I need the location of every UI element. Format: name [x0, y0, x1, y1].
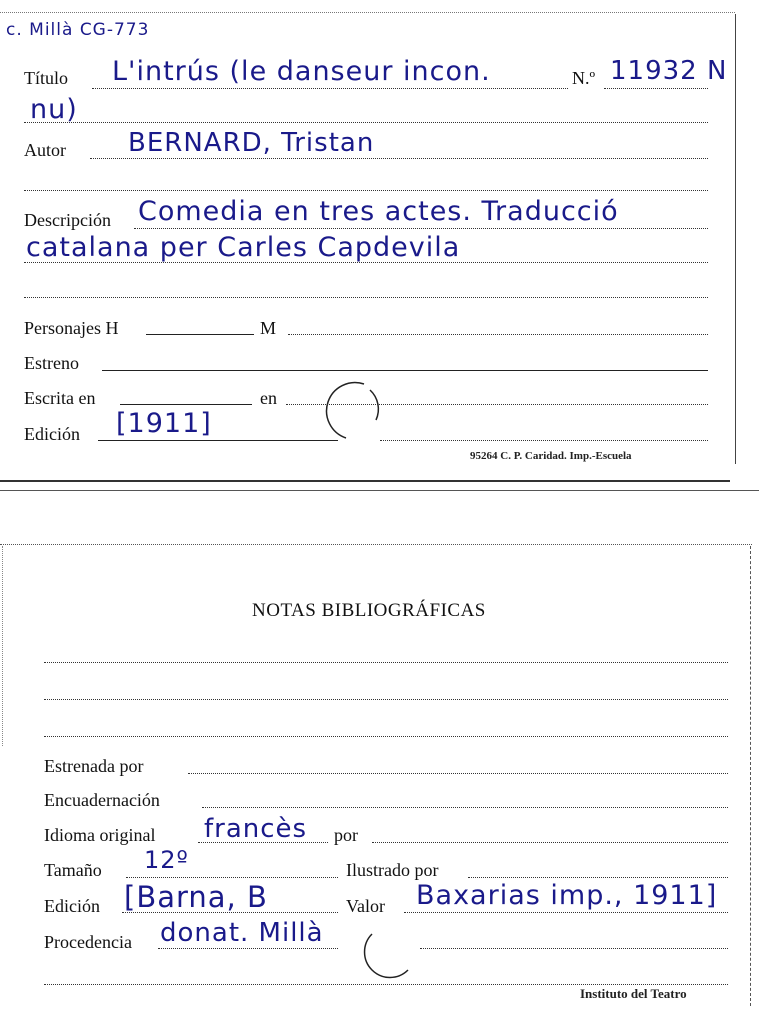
idioma-label: Idioma original	[44, 825, 156, 845]
printer-imprint: 95264 C. P. Caridad. Imp.-Escuela	[470, 450, 632, 462]
edicion2-label: Edición	[44, 896, 100, 916]
notas-line-1	[44, 662, 728, 663]
notas-line-2	[44, 699, 728, 700]
titulo-label: Título	[24, 68, 68, 88]
encuadernacion-line	[202, 807, 728, 808]
card2-left-edge	[2, 546, 3, 746]
descripcion-line	[134, 228, 708, 229]
estreno-line	[102, 370, 708, 371]
autor-line-2	[24, 190, 708, 191]
edicion2-value: [Barna, B	[124, 880, 268, 914]
tamano-label: Tamaño	[44, 860, 102, 880]
escrita-line	[120, 404, 252, 405]
numero-label: N.º	[572, 68, 596, 88]
ilustrado-line	[468, 877, 728, 878]
descripcion-value-2: catalana per Carles Capdevila	[26, 232, 461, 263]
en-label: en	[260, 388, 277, 408]
notas-line-3	[44, 736, 728, 737]
personajes-label: Personajes H	[24, 318, 119, 338]
procedencia-line-2	[44, 984, 728, 985]
edicion-label: Edición	[24, 424, 80, 444]
personajes-h-line	[146, 334, 254, 335]
titulo-value: L'intrús (le danseur incon.	[112, 56, 491, 87]
procedencia-value: donat. Millà	[160, 918, 324, 948]
descripcion-line-3	[24, 297, 708, 298]
por-label: por	[334, 825, 358, 845]
corner-note: c. Millà CG-773	[6, 20, 150, 40]
personajes-m-line	[288, 334, 708, 335]
notas-heading: NOTAS BIBLIOGRÁFICAS	[252, 600, 486, 621]
encuadernacion-label: Encuadernación	[44, 790, 160, 810]
numero-line	[604, 88, 708, 89]
idioma-value: francès	[204, 814, 308, 844]
titulo-line	[92, 88, 568, 89]
card2-top-edge	[0, 544, 752, 545]
titulo-line-2	[24, 122, 708, 123]
titulo-value-2: nu)	[30, 94, 78, 125]
tamano-line	[126, 877, 338, 878]
procedencia-line	[158, 948, 338, 949]
escrita-label: Escrita en	[24, 388, 96, 408]
punch-hole	[324, 380, 388, 444]
autor-label: Autor	[24, 140, 66, 160]
valor-line	[404, 912, 728, 913]
ilustrado-label: Ilustrado por	[346, 860, 439, 880]
procedencia-line-right	[420, 948, 728, 949]
estreno-label: Estreno	[24, 353, 79, 373]
descripcion-label: Descripción	[24, 210, 111, 230]
card-right-edge	[735, 14, 736, 464]
punch-hole-2	[362, 926, 422, 976]
m-label: M	[260, 318, 277, 338]
descripcion-value: Comedia en tres actes. Traducció	[138, 196, 619, 227]
autor-line	[90, 158, 708, 159]
edicion-line	[98, 440, 338, 441]
card-bottom-edge	[0, 480, 730, 482]
footer-institute: Instituto del Teatro	[580, 986, 687, 1001]
tamano-value: 12º	[144, 846, 189, 874]
por-line	[372, 842, 728, 843]
estrenada-label: Estrenada por	[44, 756, 144, 776]
card2-right-edge	[750, 546, 751, 1006]
numero-value: 11932 N	[610, 56, 728, 86]
card-top-edge	[0, 12, 735, 13]
estrenada-line	[188, 773, 728, 774]
procedencia-label: Procedencia	[44, 932, 132, 952]
card-separator	[0, 490, 759, 491]
edicion-line-right	[380, 440, 708, 441]
valor-value: Baxarias imp., 1911]	[416, 880, 718, 911]
edicion-value: [1911]	[116, 408, 212, 439]
valor-label: Valor	[346, 896, 385, 916]
autor-value: BERNARD, Tristan	[128, 128, 375, 158]
